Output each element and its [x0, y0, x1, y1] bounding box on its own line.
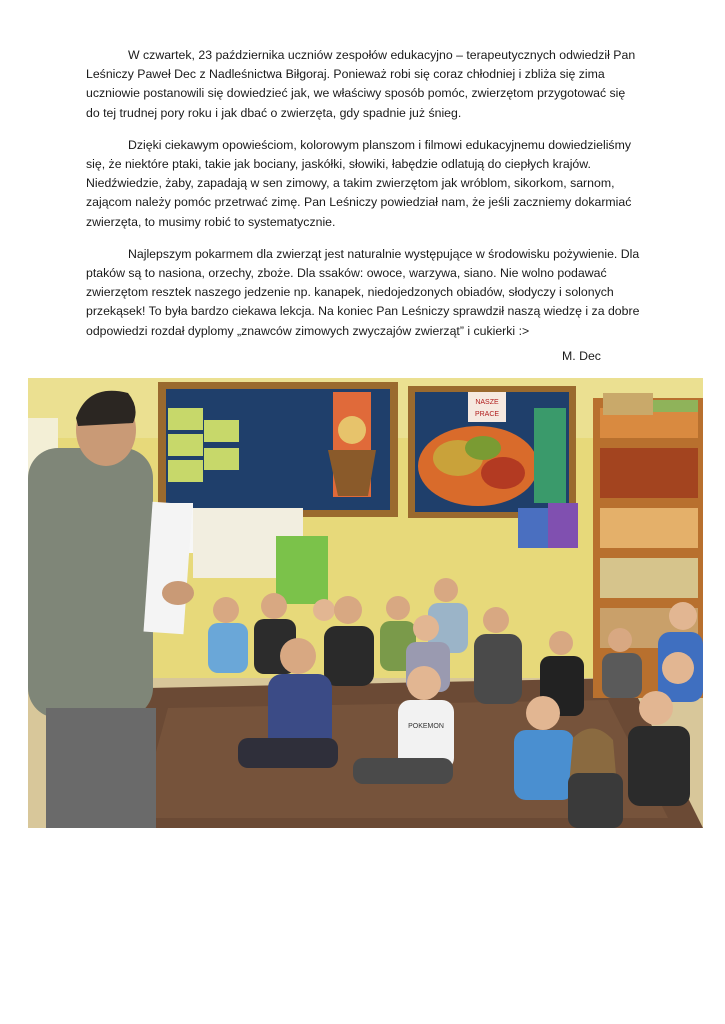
calendar-poster	[276, 536, 328, 604]
paragraph-3: Najlepszym pokarmem dla zwierząt jest naturalnie występujące w środowisku pożywienie. Dla ptaków są to nasiona, orzechy, zboże. Dla ssaków: owoce, warzywa, siano. Nie wolno podawać zwierzętom resztek naszego jedzenie np. kanapek, niedojedzonych obiadów, słodyczy i solonych przekąsek! To była bardzo ciekawa lekcja. Na koniec Pan Leśniczy sprawdził naszą wiedzę i za dobre odpowiedzi rozdał dyplomy „znawców zimowych zwyczajów zwierząt” i cukierki :>	[86, 246, 640, 338]
board-label-bottom: PRACE	[474, 411, 500, 418]
paragraph-1: W czwartek, 23 października uczniów zespołów edukacyjno – terapeutycznych odwiedził Pan Leśniczy Paweł Dec z Nadleśnictwa Biłgoraj. Ponieważ robi się coraz chłodniej i zbliża się zima uczniowie postanowili się dowiedzieć jak, we właściwy sposób pomóc, zwierzętom przygotować się do tej trudnej pory roku i jak dbać o zwierzęta, gdy spadnie już śnieg.	[86, 48, 636, 120]
classroom-photo-drawing	[28, 378, 703, 828]
article-body	[86, 46, 642, 354]
author-signature: M. Dec	[562, 349, 601, 363]
board-label-top: NASZE	[475, 399, 499, 406]
shirt-print: POKEMON	[408, 723, 444, 730]
classroom-photo	[28, 378, 703, 828]
paragraph-2: Dzięki ciekawym opowieściom, kolorowym planszom i filmowi edukacyjnemu dowiedzieliśmy się, że niektóre ptaki, takie jak bociany, jaskółki, słowiki, łabędzie odlatują do ciepłych krajów. Niedźwiedzie, żaby, zapadają w sen zimowy, a takim zwierzętom jak wróblom, sikorkom, sarnom, zającom należy pomóc przetrwać zimę. Pan Leśniczy powiedział nam, że jeśli zaczniemy dokarmiać zwierzęta, to musimy robić to systematycznie.	[86, 137, 632, 229]
